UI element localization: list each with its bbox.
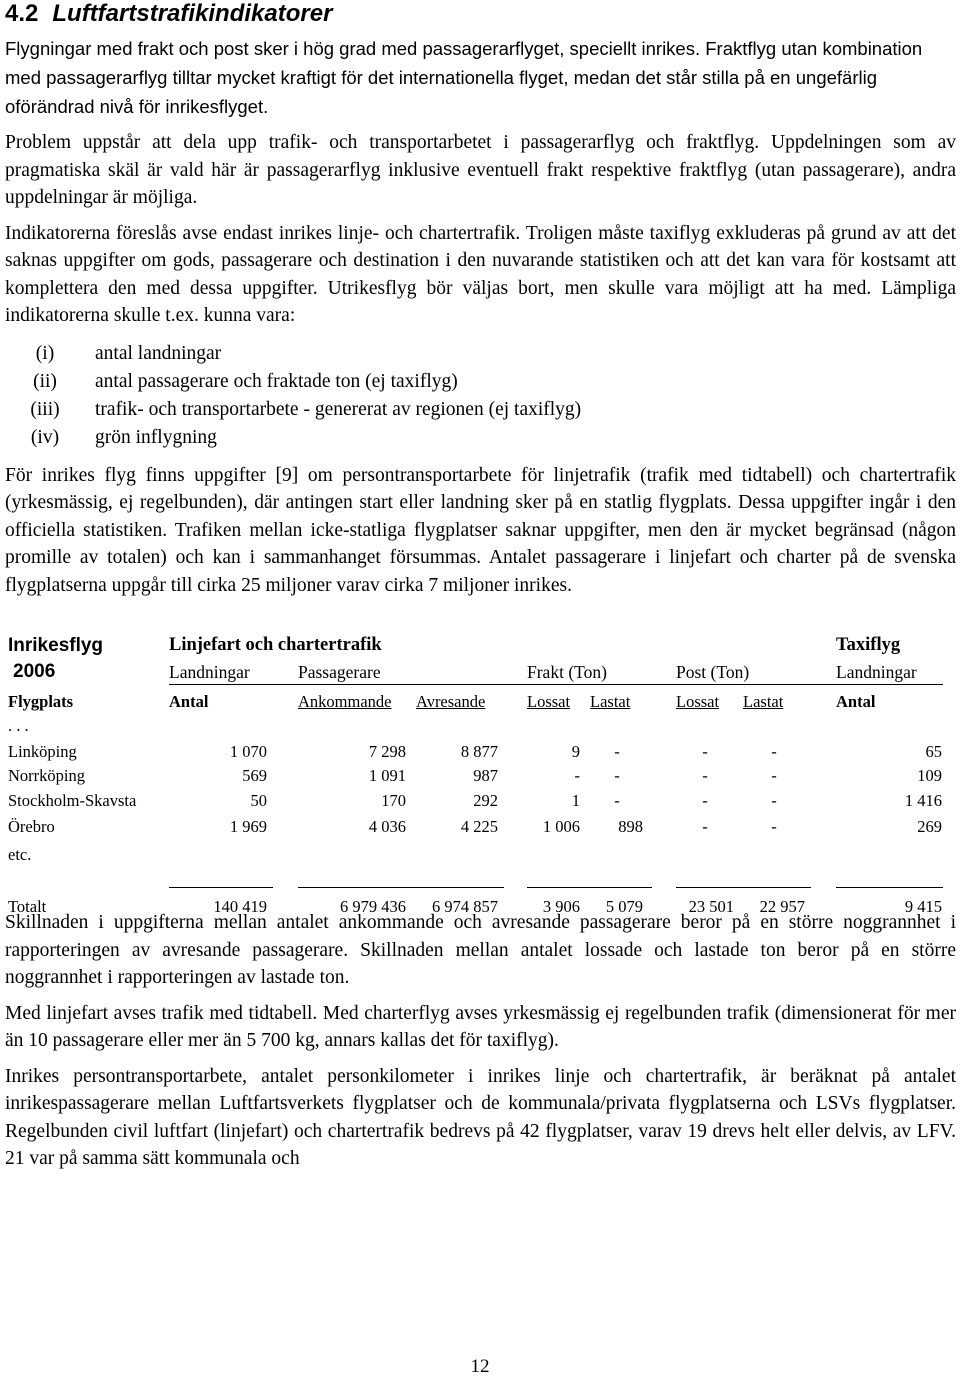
total-rule xyxy=(527,887,652,888)
cell-post-lossat: 23 501 xyxy=(688,897,734,916)
airport-statistics-table xyxy=(5,629,956,916)
list-item-text: trafik- och transportarbete - genererat av regionen (ej taxiflyg) xyxy=(95,398,582,420)
table-year: 2006 xyxy=(13,661,56,682)
document-page xyxy=(5,0,956,1173)
col-lastat-post: Lastat xyxy=(743,692,784,711)
cell-frakt-lossat: 9 xyxy=(571,742,580,761)
cell-frakt-lossat: - xyxy=(574,766,580,785)
paragraph-problem: Problem uppstår att dela upp trafik- och transportarbetet i passagerarflyg och fraktflyg. Uppdelningen som av pragmatiska skäl är vald här är passagerarflyg inklusive eventuell frakt respektive fraktflyg (utan passagerare), andra uppdelningar är möjliga. xyxy=(5,132,956,208)
cell-post-lastat: - xyxy=(771,766,777,785)
group-header-taxi: Taxiflyg xyxy=(836,635,901,655)
cell-post-lossat: - xyxy=(702,742,708,761)
total-rule xyxy=(169,887,273,888)
list-item-text: grön inflygning xyxy=(95,426,217,448)
col-avresande: Avresande xyxy=(416,692,486,711)
header-rule xyxy=(169,684,943,685)
total-rule xyxy=(836,887,943,888)
col-flygplats: Flygplats xyxy=(8,692,74,711)
cell-post-lastat: - xyxy=(771,817,777,836)
cell-taxi-antal: 1 416 xyxy=(904,791,942,810)
table-title: Inrikesflyg xyxy=(8,635,104,656)
cell-post-lastat: - xyxy=(771,742,777,761)
cell-avresande: 6 974 857 xyxy=(432,897,498,916)
cell-taxi-antal: 109 xyxy=(917,766,942,785)
list-marker: (iv) xyxy=(30,426,60,448)
cell-ankommande: 4 036 xyxy=(368,817,406,836)
total-rule xyxy=(676,887,811,888)
paragraph-statistics: För inrikes flyg finns uppgifter [9] om persontransportarbete för linjetrafik (trafik med tidtabell) och chartertrafik (yrkesmässig, ej regelbunden), där antingen start eller landning sker på en statlig flygplats. Dessa uppgifter ingår i den officiella statistiken. Trafiken mellan icke-statliga flygplatser saknar uppgifter, men den är mycket begränsad (någon promille av totalen) och kan i sammanhanget försummas. Antalet passagerare i linjefart och charter på de svenska flygplatserna uppgår till cirka 25 miljoner varav cirka 7 miljoner inrikes. xyxy=(5,464,956,596)
cell-ankommande: 6 979 436 xyxy=(340,897,406,916)
cell-post-lastat: - xyxy=(771,791,777,810)
cell-flygplats: Örebro xyxy=(8,817,55,836)
list-marker: (i) xyxy=(35,342,55,364)
cell-landningar: 140 419 xyxy=(213,897,267,916)
cell-landningar: 1 070 xyxy=(229,742,267,761)
cell-frakt-lossat: 1 006 xyxy=(542,817,580,836)
subheader-passagerare: Passagerare xyxy=(298,662,381,682)
cell-avresande: 987 xyxy=(473,766,498,785)
list-item xyxy=(5,368,956,396)
cell-frakt-lastat: - xyxy=(614,742,620,761)
subheader-landningar: Landningar xyxy=(169,662,250,682)
section-heading xyxy=(5,0,956,34)
cell-post-lossat: - xyxy=(702,791,708,810)
subheader-taxi-landningar: Landningar xyxy=(836,662,917,682)
paragraph-indicators: Indikatorerna föreslås avse endast inrikes linje- och chartertrafik. Troligen måste taxiflyg exkluderas på grund av att det saknas uppgifter om gods, passagerare och destination i den nuvarande statistiken och att det kan vara för kostsamt att komplettera den med dessa uppgifter. Utrikesflyg bör väljas bort, men skulle vara möjligt att ha med. Lämpliga indikatorerna skulle t.ex. kunna vara: xyxy=(5,222,956,326)
cell-frakt-lastat: 5 079 xyxy=(605,897,643,916)
cell-post-lossat: - xyxy=(702,766,708,785)
table-etc: etc. xyxy=(8,845,32,864)
cell-landningar: 50 xyxy=(250,791,267,810)
paragraph-skillnaden: Skillnaden i uppgifterna mellan antalet ankommande och avresande passagerare beror på en större noggrannhet i rapporteringen av avresande passagerare. Skillnaden mellan antalet lossade och lastade ton beror på en större noggrannhet i rapporteringen av lastade ton. xyxy=(5,912,956,988)
col-lossat-post: Lossat xyxy=(676,692,720,711)
col-lossat-frakt: Lossat xyxy=(527,692,571,711)
cell-frakt-lastat: - xyxy=(614,791,620,810)
col-ankommande: Ankommande xyxy=(298,692,392,711)
cell-frakt-lossat: 3 906 xyxy=(542,897,580,916)
cell-avresande: 8 877 xyxy=(460,742,498,761)
paragraph-persontransport: Inrikes persontransportarbete, antalet personkilometer i inrikes linje och chartertrafik, är beräknat på antalet inrikespassagerare mellan Luftfartsverkets flygplatser och de kommunala/privata flygplatserna och LSVs flygplatser. Regelbunden civil luftfart (linjefart) och chartertrafik bedrevs på 42 flygplatser, varav 19 drevs helt eller delvis, av LFV. 21 var på samma sätt kommunala och xyxy=(5,1065,956,1169)
group-header-linje: Linjefart och chartertrafik xyxy=(169,635,382,655)
table-ellipsis: . . . xyxy=(8,716,29,735)
list-item-text: antal landningar xyxy=(95,342,222,364)
paragraph-linjefart: Med linjefart avses trafik med tidtabell. Med charterflyg avses yrkesmässig ej regelbunden trafik (dimensionerat för mer än 10 passagerare eller mer än 5 700 kg, annars kallas det för taxiflyg). xyxy=(5,1002,956,1051)
cell-frakt-lastat: - xyxy=(614,766,620,785)
cell-taxi-antal: 269 xyxy=(917,817,942,836)
cell-flygplats: Stockholm-Skavsta xyxy=(8,791,137,810)
cell-ankommande: 7 298 xyxy=(368,742,406,761)
list-marker: (iii) xyxy=(30,398,60,420)
cell-landningar: 1 969 xyxy=(229,817,267,836)
cell-avresande: 292 xyxy=(473,791,498,810)
cell-frakt-lossat: 1 xyxy=(571,791,580,810)
page-number: 12 xyxy=(470,1356,490,1377)
list-item xyxy=(5,424,956,452)
list-marker: (ii) xyxy=(33,370,57,392)
list-item xyxy=(5,340,956,368)
cell-flygplats: Totalt xyxy=(8,897,47,916)
cell-flygplats: Norrköping xyxy=(8,766,85,785)
section-title: Luftfartstrafikindikatorer xyxy=(52,0,333,27)
cell-ankommande: 1 091 xyxy=(368,766,406,785)
total-rule xyxy=(298,887,504,888)
cell-flygplats: Linköping xyxy=(8,742,77,761)
col-lastat-frakt: Lastat xyxy=(590,692,631,711)
cell-landningar: 569 xyxy=(242,766,267,785)
cell-avresande: 4 225 xyxy=(460,817,498,836)
section-number: 4.2 xyxy=(5,0,39,27)
col-taxi-antal: Antal xyxy=(836,692,876,711)
list-item-text: antal passagerare och fraktade ton (ej taxiflyg) xyxy=(95,370,458,392)
list-item xyxy=(5,396,956,424)
intro-paragraph: Flygningar med frakt och post sker i hög grad med passagerarflyget, speciellt inrikes. Fraktflyg utan kombination med passagerarflyg tilltar mycket kraftigt för det internationella flyget, medan det står stilla på en ungefärlig oförändrad nivå för inrikesflyget. xyxy=(5,38,923,117)
subheader-post: Post (Ton) xyxy=(676,662,750,682)
cell-post-lastat: 22 957 xyxy=(759,897,805,916)
subheader-frakt: Frakt (Ton) xyxy=(527,662,607,682)
cell-taxi-antal: 9 415 xyxy=(904,897,942,916)
col-antal: Antal xyxy=(169,692,209,711)
cell-ankommande: 170 xyxy=(381,791,406,810)
indicator-list xyxy=(5,340,956,452)
cell-frakt-lastat: 898 xyxy=(618,817,643,836)
cell-taxi-antal: 65 xyxy=(925,742,942,761)
cell-post-lossat: - xyxy=(702,817,708,836)
